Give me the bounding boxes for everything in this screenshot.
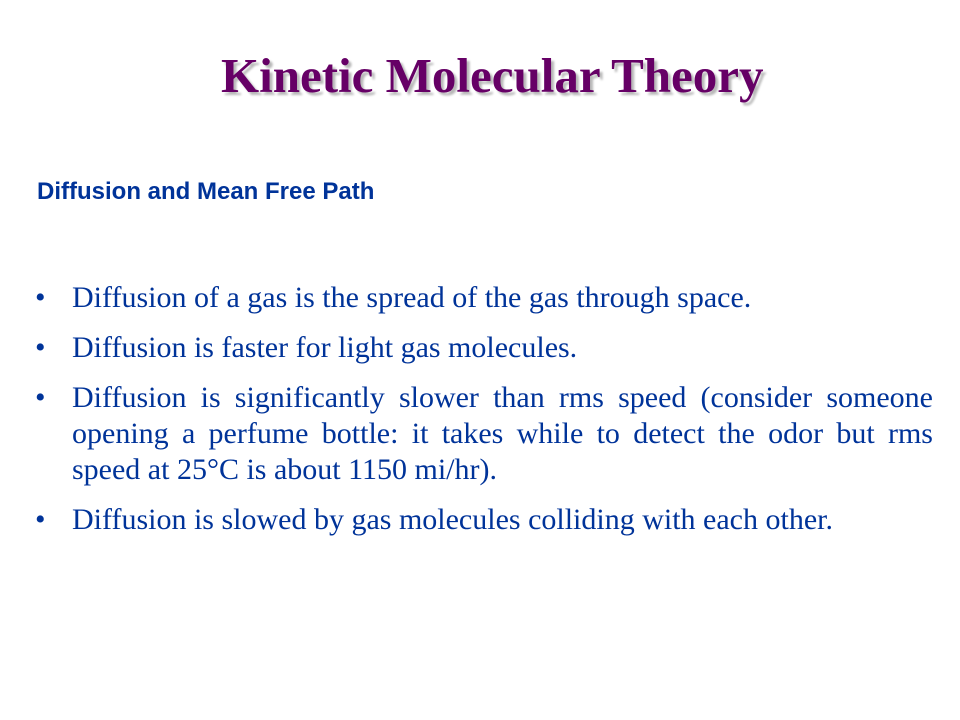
slide-subtitle: Diffusion and Mean Free Path bbox=[37, 178, 375, 205]
bullet-item bbox=[37, 280, 933, 316]
bullet-item bbox=[37, 502, 933, 538]
bullet-icon: • bbox=[35, 331, 46, 364]
slide-title: Kinetic Molecular Theory bbox=[221, 48, 764, 103]
bullet-icon: • bbox=[35, 281, 46, 314]
bullet-text: Diffusion is significantly slower than rms speed (consider someone opening a perfume bottle: it takes while to detect the odor but rms speed at 25°C is about 1150 mi/hr). bbox=[72, 381, 933, 486]
bullet-list bbox=[37, 280, 933, 552]
bullet-icon: • bbox=[35, 503, 46, 536]
bullet-text: Diffusion of a gas is the spread of the gas through space. bbox=[72, 281, 752, 314]
bullet-item bbox=[37, 330, 933, 366]
bullet-text: Diffusion is slowed by gas molecules colliding with each other. bbox=[72, 503, 833, 536]
bullet-text: Diffusion is faster for light gas molecules. bbox=[72, 331, 578, 364]
bullet-icon: • bbox=[35, 381, 46, 414]
bullet-item bbox=[37, 380, 933, 488]
